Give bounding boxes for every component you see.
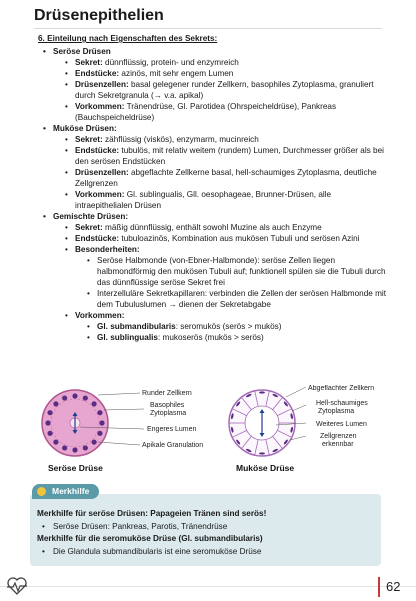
- list-item: [53, 222, 386, 233]
- text: mäßig dünnflüssig, enthält sowohl Muzine als auch Enzyme: [102, 223, 322, 232]
- label: Vorkommen:: [75, 102, 125, 111]
- page-number: 62: [386, 579, 401, 594]
- serous-caption: Seröse Drüse: [48, 463, 103, 473]
- mucous-nucleus: [259, 452, 265, 454]
- label: Endstücke:: [75, 69, 120, 78]
- text: tubuloazinös, Kombination aus mukösen Tubuli und serösen Azini: [119, 234, 360, 243]
- serous-nucleus: [45, 420, 50, 425]
- serous-nucleus: [83, 395, 88, 400]
- page-number-marker: [378, 577, 380, 597]
- list-item: [53, 244, 386, 310]
- list-item: • Interzelluläre Sekretkapillaren: verbinden die Zellen der serösen Halbmonde mit dem Tubuluslumen → dienen der Sekretabgabe: [85, 288, 386, 310]
- label-erkennbar: erkennbar: [322, 441, 354, 448]
- label: Gl. sublingualis: [97, 333, 158, 342]
- text: tubulös, mit relativ weitem (rundem) Lumen, Durchmesser größer als bei den serösen Endstücken: [75, 146, 384, 166]
- merkhilfe-tab: [32, 484, 99, 499]
- merkhilfe-line: Merkhilfe für seröse Drüsen: Papageien Tränen sind serös!: [37, 509, 267, 518]
- list-item: [53, 310, 386, 343]
- label: Drüsenzellen:: [75, 168, 129, 177]
- lightbulb-icon: [37, 487, 46, 496]
- label-weiteres-lumen: Weiteres Lumen: [316, 421, 367, 428]
- label-zellgrenzen: Zellgrenzen: [320, 433, 357, 440]
- text: zähflüssig (viskös), enzymarm, mucinreich: [102, 135, 259, 144]
- label: Endstücke:: [75, 146, 120, 155]
- merkhilfe-line: • Seröse Drüsen: Pankreas, Parotis, Tränendrüse: [37, 521, 377, 534]
- list-item: [53, 57, 386, 68]
- mukoese-title: Muköse Drüsen:: [53, 124, 117, 133]
- merkhilfe-line: • Die Glandula submandibularis ist eine seromuköse Drüse: [37, 546, 377, 559]
- text: : mukoserös (mukös > serös): [157, 333, 264, 342]
- mucous-caption: Muköse Drüse: [236, 463, 295, 473]
- mucous-gland-drawing: [229, 385, 374, 473]
- list-item-gemischte: [38, 211, 386, 343]
- label-zytoplasma-mukoes: Zytoplasma: [318, 408, 355, 415]
- list-item: [53, 233, 386, 244]
- list-item-seroese: [38, 46, 386, 123]
- gland-illustration: [40, 385, 380, 475]
- text: basal gelegener runder Zellkern, basophiles Zytoplasma, granuliert durch Sekretgranula (→ v.a. apikal): [75, 80, 374, 100]
- list-item: [53, 101, 386, 123]
- serous-nucleus: [72, 447, 77, 452]
- gemischte-title: Gemischte Drüsen:: [53, 212, 129, 221]
- text: : seromukös (serös > mukös): [175, 322, 282, 331]
- serous-nucleus: [62, 395, 67, 400]
- serous-nucleus: [47, 431, 52, 436]
- serous-gland-drawing: [42, 390, 203, 473]
- label-engeres-lumen: Engeres Lumen: [147, 426, 197, 433]
- label: Besonderheiten:: [75, 245, 140, 254]
- text: azinös, mit sehr engem Lumen: [119, 69, 234, 78]
- label-basophiles: Basophiles: [150, 402, 185, 409]
- text: Gl. sublingualis, Gll. oesophageae, Brunner-Drüsen, alle intraepithelialen Drüsen: [75, 190, 332, 210]
- list-item: [85, 321, 386, 332]
- list-item: [85, 332, 386, 343]
- serous-nucleus: [99, 420, 104, 425]
- label: Endstücke:: [75, 234, 120, 243]
- merkhilfe-tab-label: Merkhilfe: [52, 486, 90, 496]
- label-abgeflachter-zellkern: Abgeflachter Zellkern: [308, 385, 375, 392]
- label-apikale-granulation: Apikale Granulation: [142, 442, 204, 449]
- label-zytoplasma: Zytoplasma: [150, 410, 187, 417]
- list-item: [53, 79, 386, 101]
- label: Vorkommen:: [75, 190, 125, 199]
- list-item: [53, 167, 386, 189]
- list-item: [53, 134, 386, 145]
- page-title: Drüsenepithelien: [34, 7, 164, 24]
- merkhilfe-text: [37, 508, 377, 558]
- label: Sekret:: [75, 223, 103, 232]
- label: Sekret:: [75, 58, 103, 67]
- list-item-mukoese: [38, 123, 386, 211]
- serous-nucleus: [72, 393, 77, 398]
- text: Tränendrüse, Gl. Parotidea (Ohrspeicheldrüse), Pankreas (Bauchspeicheldrüse): [75, 102, 337, 122]
- text: abgeflachte Zellkerne basal, hell-schaumiges Zytoplasma, deutliche Zellgrenzen: [75, 168, 377, 188]
- serous-nucleus: [47, 410, 52, 415]
- serous-nucleus: [53, 439, 58, 444]
- serous-nucleus: [62, 445, 67, 450]
- serous-nucleus: [97, 431, 102, 436]
- merkhilfe-line: Merkhilfe für die seromuköse Drüse (Gl. submandibularis): [37, 534, 263, 543]
- list-item: [53, 189, 386, 211]
- serous-nucleus: [91, 439, 96, 444]
- label: Drüsenzellen:: [75, 80, 129, 89]
- serous-nucleus: [83, 445, 88, 450]
- section-heading: 6. Einteilung nach Eigenschaften des Sekrets:: [38, 34, 218, 43]
- list-item: [53, 145, 386, 167]
- gland-type-list: [38, 46, 386, 343]
- serous-nucleus: [53, 401, 58, 406]
- main-content: [38, 33, 386, 343]
- serous-nucleus: [91, 401, 96, 406]
- seroese-title: Seröse Drüsen: [53, 47, 111, 56]
- label: Vorkommen:: [75, 311, 125, 320]
- label: Sekret:: [75, 135, 103, 144]
- serous-nucleus: [97, 410, 102, 415]
- mucous-nucleus: [259, 391, 265, 393]
- label: Gl. submandibularis: [97, 322, 176, 331]
- label-runder-zellkern: Runder Zellkern: [142, 390, 192, 397]
- label-hell-schaumiges: Hell-schaumiges: [316, 400, 368, 407]
- text: dünnflüssig, protein- und enzymreich: [102, 58, 239, 67]
- heartbeat-icon: [6, 576, 28, 596]
- title-divider: [34, 28, 382, 29]
- footer-divider: [0, 586, 416, 587]
- list-item: • Seröse Halbmonde (von-Ebner-Halbmonde): seröse Zellen liegen halbmondförmig den mukösen Tubuli auf; funktionell spülen sie die Tubuli durch das dünnflüssige seröse Sekret frei: [85, 255, 386, 288]
- list-item: [53, 68, 386, 79]
